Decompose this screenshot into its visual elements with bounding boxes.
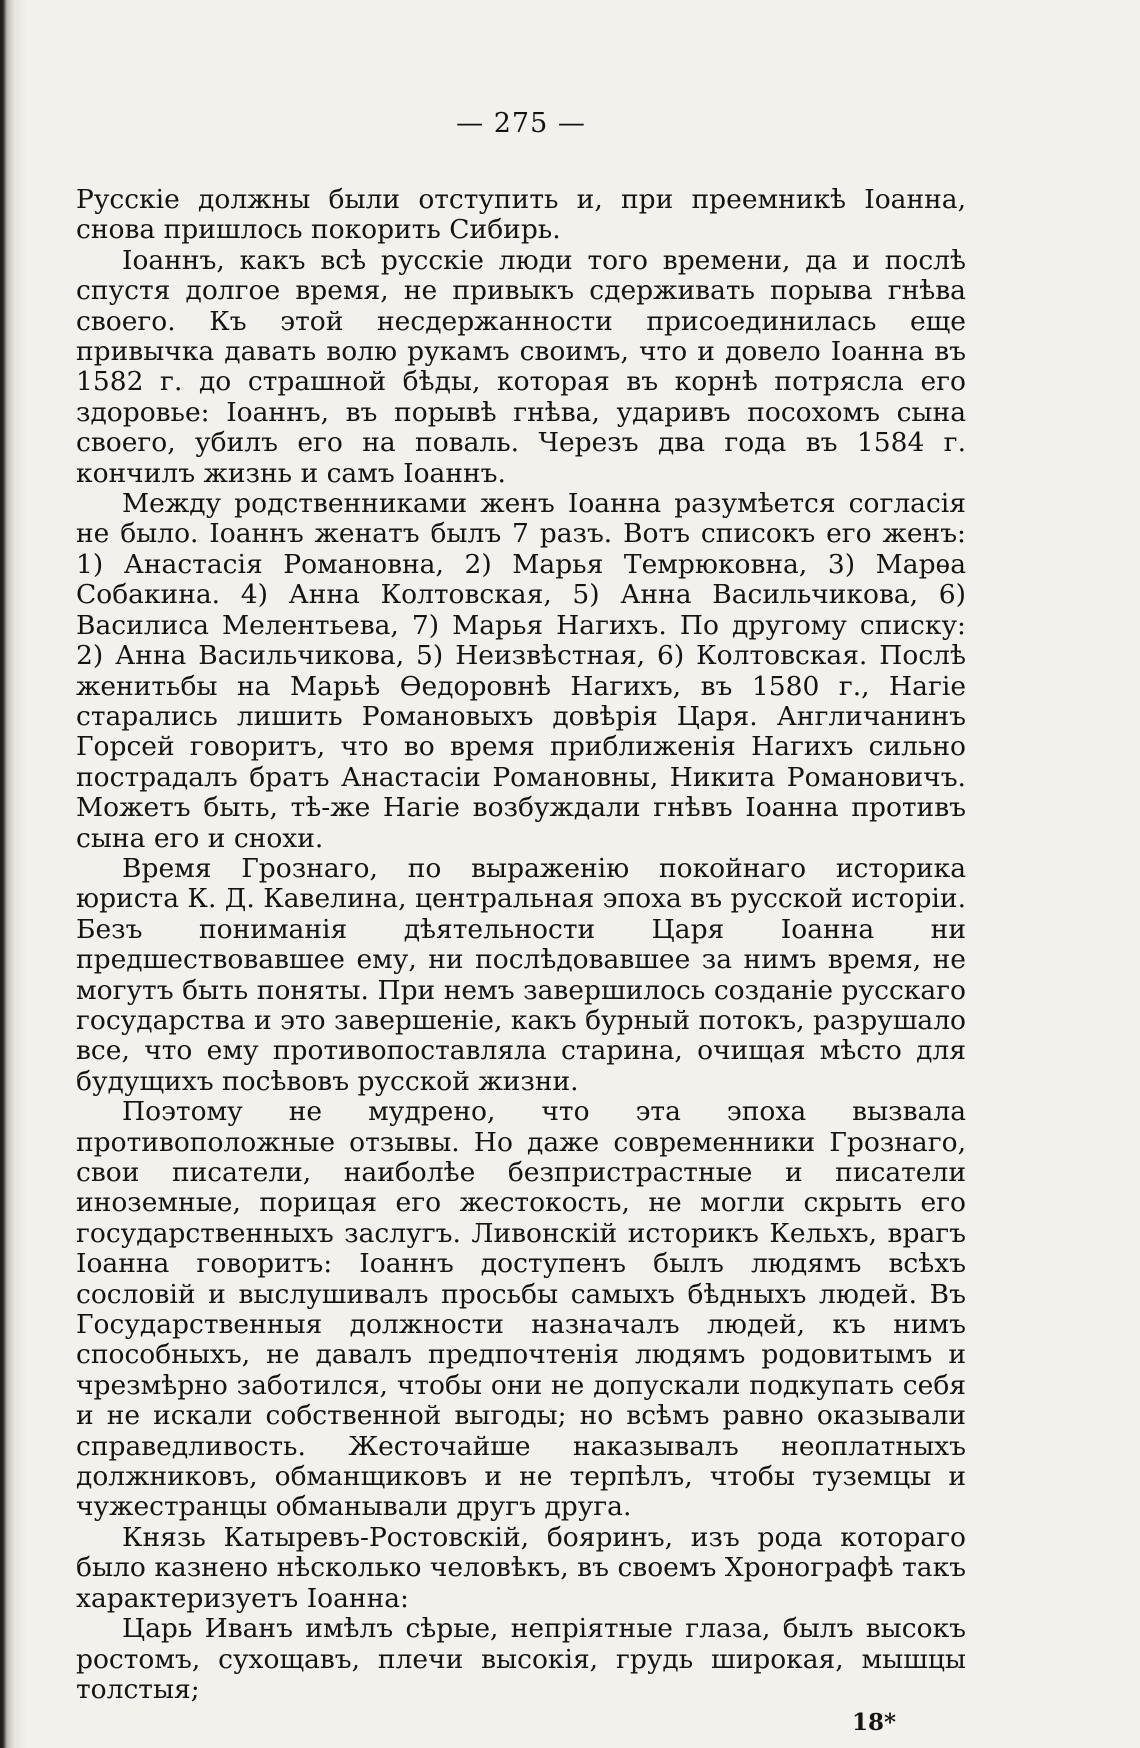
paragraph-6: Князь Катыревъ-Ростовскій, бояринъ, изъ рода котораго было казнено нѣсколько человѣкъ, въ своемъ Хронографѣ такъ характеризуетъ Іоанна: [76,1521,966,1614]
paragraph-3: Между родственниками женъ Іоанна разумѣется согласія не было. Іоаннъ женатъ былъ 7 разъ. Вотъ списокъ его женъ: 1) Анастасія Романовна, 2) Марья Темрюковна, 3) Марѳа Собакина. 4) Анна Колтовская, 5) Анна Васильчикова, 6) Василиса Мелентьева, 7) Марья Нагихъ. По другому списку: 2) Анна Васильчикова, 5) Неизвѣстная, 6) Колтовская. Послѣ женитьбы на Марьѣ Ѳедоровнѣ Нагихъ, въ 1580 г., Нагіе старались лишить Романовыхъ довѣрія Царя. Англичанинъ Горсей говоритъ, что во время приближенія Нагихъ сильно пострадалъ братъ Анастасіи Романовны, Никита Романовичъ. Можетъ быть, тѣ-же Нагіе возбуждали гнѣвъ Іоанна противъ сына его и снохи. [76,488,966,854]
paragraph-1: Русскіе должны были отступить и, при преемникѣ Іоанна, снова пришлось покорить Сибирь. [76,184,966,246]
page-number: — 275 — [456,108,586,139]
paragraph-5: Поэтому не мудрено, что эта эпоха вызвала противоположные отзывы. Но даже современники Грознаго, свои писатели, наиболѣе безпристрастные и писатели иноземные, порицая его жестокость, не могли скрыть его государственныхъ заслугъ. Ливонскій историкъ Кельхъ, врагъ Іоанна говоритъ: Іоаннъ доступенъ былъ людямъ всѣхъ сословій и выслушивалъ просьбы самыхъ бѣдныхъ людей. Въ Государственныя должности назначалъ людей, къ нимъ способныхъ, не давалъ предпочтенія людямъ родовитымъ и чрезмѣрно заботился, чтобы они не допускали подкупать себя и не искали собственной выгоды; но всѣмъ равно оказывали справедливость. Жесточайше наказывалъ неоплатныхъ должниковъ, обманщиковъ и не терпѣлъ, чтобы туземцы и чужестранцы обманывали другъ друга. [76,1096,966,1523]
paragraph-2: Іоаннъ, какъ всѣ русскіе люди того времени, да и послѣ спустя долгое время, не привыкъ сдерживать порыва гнѣва своего. Къ этой несдержанности присоединилась еще привычка давать волю рукамъ своимъ, что и довело Іоанна въ 1582 г. до страшной бѣды, которая въ корнѣ потрясла его здоровье: Іоаннъ, въ порывѣ гнѣва, ударивъ посохомъ сына своего, убилъ его на поваль. Черезъ два года въ 1584 г. кончилъ жизнь и самъ Іоаннъ. [76,244,966,489]
paragraph-7: Царь Иванъ имѣлъ сѣрые, непріятные глаза, былъ высокъ ростомъ, сухощавъ, плечи высокія, грудь широкая, мышцы толстыя; [76,1613,966,1705]
paragraph-4: Время Грознаго, по выраженію покойнаго историка юриста К. Д. Кавелина, центральная эпоха въ русской исторіи. Безъ пониманія дѣятельности Царя Іоанна ни предшествовавшее ему, ни послѣдовавшее за нимъ время, не могутъ быть поняты. При немъ завершилось созданіе русскаго государства и это завершеніе, какъ бурный потокъ, разрушало все, что ему противопоставляла старина, очищая мѣсто для будущихъ посѣвовъ русской жизни. [76,852,966,1097]
book-page [76,108,966,1736]
signature-mark: 18* [851,1709,896,1737]
scan-binding-edge [0,0,26,1748]
